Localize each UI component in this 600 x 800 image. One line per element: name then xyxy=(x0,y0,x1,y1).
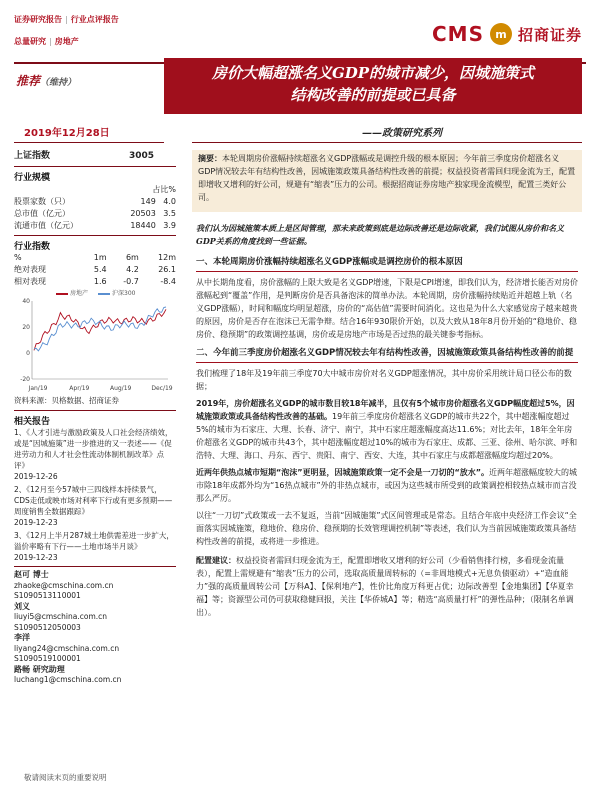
related-item-date: 2019-12-26 xyxy=(14,472,58,481)
header-row1: 证券研究报告 | 行业点评报告 xyxy=(14,15,119,24)
related-item[interactable] xyxy=(14,427,176,482)
legend-item-hs300 xyxy=(98,288,135,297)
analyst-id: S1090519100001 xyxy=(14,654,81,663)
analyst-name: 赵可 博士 xyxy=(14,570,49,579)
footer-note: 敬请阅读末页的重要说明 xyxy=(24,773,107,782)
row-label: 总市值（亿元） xyxy=(14,209,70,218)
y-tick-label: 0 xyxy=(26,350,30,357)
header-tag-real-estate: 房地产 xyxy=(54,37,79,46)
row-value: 18440 xyxy=(130,221,156,230)
y-tick-label: -20 xyxy=(20,376,30,383)
row-value: 1.6 xyxy=(93,277,107,286)
title-line1: 房价大幅超涨名义GDP的城市减少，因城施策式 xyxy=(211,64,535,82)
related-item-date: 2019-12-23 xyxy=(14,553,58,562)
lead-paragraph: 我们认为因城施策本质上是区间管理，那未来政策到底是边际改善还是边际收紧，我们试图从房价和名义GDP关系的角度找到一些证据。 xyxy=(196,223,564,246)
pct-header: 占比% xyxy=(152,185,176,194)
y-tick-label: 20 xyxy=(22,324,30,331)
analyst-entry xyxy=(14,570,176,602)
section-4-text: 以往“一刀切”式政策或一去不复返，当前“因城施策”式区间管理或是常态。且结合年底中央经济工作会议“全面落实因城施策，稳地价、稳房价、稳预期的长效管理调控机制”等表述，我们认为当前因城施策政策具备结构性改善的前提，或将进一步推进。 xyxy=(196,511,577,546)
logo-cn-text: 招商证券 xyxy=(517,25,582,44)
related-item-text: 1、《人才引进与激励政策及人口社会经济绩效，或是“因城施策”进一步推进的又一表述——《促进劳动力和人才社会性流动体制机制改革》点评》 xyxy=(14,428,173,470)
main-body xyxy=(196,222,578,619)
analyst-email[interactable]: zhaoke@cmschina.com.cn xyxy=(14,580,114,590)
row-label: 流通市值（亿元） xyxy=(14,221,78,230)
related-reports xyxy=(14,427,176,563)
perf-table xyxy=(14,252,176,288)
series-label: ——政策研究系列 xyxy=(362,128,442,139)
y-tick-label: 40 xyxy=(22,298,30,305)
related-item[interactable] xyxy=(14,484,176,528)
index-value: 3005 xyxy=(128,151,154,161)
row-pct: 3.9 xyxy=(163,221,176,230)
row-value: 4.2 xyxy=(126,265,139,274)
divider xyxy=(14,235,176,236)
analyst-email[interactable]: liuyi5@cmschina.com.cn xyxy=(14,612,108,621)
analyst-entry xyxy=(14,665,176,686)
section-2-title: 二、今年前三季度房价超涨名义GDP情况较去年有结构性改善，因城施策政策具备结构性改善的前提 xyxy=(196,348,574,358)
perf-header: 1m xyxy=(93,253,107,262)
performance-chart-svg xyxy=(14,297,174,393)
x-tick-label: Aug/19 xyxy=(109,385,132,392)
x-tick-label: Dec/19 xyxy=(151,385,173,392)
row-value: 20503 xyxy=(130,209,156,218)
related-item-date: 2019-12-23 xyxy=(14,518,58,527)
section-1-text: 从中长期角度看，房价涨幅的上限大致是名义GDP增速，下限是CPI增速，即我们认为，经济增长能否对房价涨幅起到“覆盖”作用，是判断房价是否具备泡沫的简单办法。本轮周期，房价涨幅持续贴近并超越上轨（名义GDP涨幅），时间和幅度均明显超涨，房价的“高估值”需要时间消化。这也是为什么大家感觉房子越来越贵的原因，房价是否存在泡沫已无需争辩。结合16年930限价开始，以及大致从18年8月份开始的“稳地价、稳房价、稳预期”的政策调控基调，房价或是房地产市场是否过热的最关键参考指标。 xyxy=(196,278,578,339)
header-row2: 总量研究 | 房地产 xyxy=(14,37,79,46)
header-tag-industry-review: 行业点评报告 xyxy=(70,15,119,24)
perf-header: 6m xyxy=(125,253,139,262)
row-value: 26.1 xyxy=(158,265,176,274)
table-row xyxy=(14,208,176,220)
divider xyxy=(14,166,176,167)
logo-badge-icon: m xyxy=(490,23,512,45)
section-2-text: 我们梳理了18年及19年前三季度70大中城市房价对名义GDP超涨情况，其中房价采用统计局口径公布的数据； xyxy=(196,369,572,391)
recommendation-text: 权益投资者需回归现金流为王，配置即增收又增利的好公司（少看销售排行榜，多看现金流量表），配置上需规避有“缩表”压力的公司，选取高质量周转标的（=非周地模式+无息负债驱动）+“造血能力”强的高质量周转公司【万科A】、【保利地产】，性价比角度万科更占优；边际改善型【金地集团】【华夏幸福】等；资源型公司仍可获取稳健回报，关注【华侨城A】等；精选“高质量打杆”的弹性品种；（限制名单调出）。 xyxy=(196,556,574,617)
section-3-text: 近两年超涨幅度较大的城市除18年成都外均为“16热点城市”外的非热点城市，或因为这些城市所受到的政策调控相较热点城市而言没那么严厉。 xyxy=(196,468,578,503)
divider xyxy=(14,566,176,567)
related-item-text: 3、《12月上半月287城土地供需差进一步扩大，溢价率略有下行——土地市场半月谈》 xyxy=(14,531,174,551)
series-line-1 xyxy=(34,307,166,351)
perf-header: 12m xyxy=(158,253,176,262)
analyst-entry xyxy=(14,602,176,634)
sidebar xyxy=(14,150,176,686)
abstract-label: 摘要： xyxy=(198,154,222,163)
series-line-0 xyxy=(34,309,166,350)
table-row xyxy=(14,220,176,232)
row-value: 5.4 xyxy=(93,265,107,274)
basic-table xyxy=(14,196,176,232)
basic-title: 行业规模 xyxy=(14,173,51,183)
section-3-bold: 近两年供热点城市短期“泡沫”更明显，因城施策政策一定不会是一刀切的“放水”。 xyxy=(196,468,490,477)
analyst-name: 李洋 xyxy=(14,633,30,642)
section-1-title: 一、本轮周期房价涨幅持续超涨名义GDP涨幅或是调控房价的根本原因 xyxy=(196,257,463,267)
row-label: 相对表现 xyxy=(14,277,46,286)
index-label: 上证指数 xyxy=(14,151,51,161)
related-item-text: 2、《12月至今57城中三四线样本持续景气，CDS走低或映市场对利率下行或有更多预期——周度销售全数据跟踪》 xyxy=(14,485,173,516)
row-value: -0.7 xyxy=(123,277,139,286)
divider xyxy=(14,410,176,411)
x-tick-label: Apr/19 xyxy=(69,385,90,392)
legend-item-realestate xyxy=(56,288,88,297)
abstract xyxy=(198,152,576,204)
pct-header-row xyxy=(14,183,176,196)
performance-chart xyxy=(14,297,174,393)
row-pct: 3.5 xyxy=(163,209,176,218)
abstract-body: 本轮周期房价涨幅持续超涨名义GDP涨幅或是调控升级的根本原因；今年前三季度房价超涨名义GDP情况较去年有结构性改善，因城施策政策具备结构性改善的前提；权益投资者需回归现金流为王，配置即增收又增利的好公司，规避有“缩表”压力的公司。根据招商证券房地产独家现金流模型，配置三类好公司。 xyxy=(198,154,576,202)
logo-cms-text: CMS xyxy=(432,22,484,46)
section-2-bold: 2019年，房价超涨名义GDP的城市数目较18年减半，且仅有5个城市房价超涨名义GDP幅度超过5%，因城施策政策或具备结构性改善的基础。 xyxy=(196,399,575,421)
table-row xyxy=(14,276,176,288)
analyst-email[interactable]: luchang1@cmschina.com.cn xyxy=(14,675,122,684)
rating-sub: （维持） xyxy=(40,78,77,88)
row-label: 股票家数（只） xyxy=(14,197,70,206)
perf-title: 行业指数 xyxy=(14,242,51,252)
related-title: 相关报告 xyxy=(14,417,51,427)
analyst-id: S1090513110001 xyxy=(14,591,81,600)
sidebar-top-rule xyxy=(14,142,164,143)
perf-header: % xyxy=(14,253,22,262)
analyst-name: 路畅 研究助理 xyxy=(14,664,65,674)
recommendation-label: 配置建议： xyxy=(196,556,236,565)
report-title xyxy=(170,62,576,106)
analyst-id: S1090512050003 xyxy=(14,622,81,632)
legend-label: 沪深300 xyxy=(112,290,136,297)
title-line2: 结构改善的前提或已具备 xyxy=(290,86,456,104)
section-2-cont: 19年前三季度房价超涨名义GDP的城市共22个，其中超涨幅度超过5%的城市为石家庄、大理、长春、济宁、南宁，其中石家庄超涨幅度高达11.6%；对比去年，18年全年房价超涨名义GDP的城市共43个，其中超涨幅度超过10%的城市为石家庄、成都、三亚、徐州、哈尔滨、呼和浩特、大理、海口、丹东、西宁、贵阳、南宁、西安、大连，其中石家庄与成都超涨幅度均超过20%。 xyxy=(196,412,578,460)
related-item[interactable] xyxy=(14,530,176,563)
report-date: 2019年12月28日 xyxy=(24,128,110,139)
table-header-row xyxy=(14,252,176,264)
analyst-name: 刘义 xyxy=(14,601,30,611)
analyst-email[interactable]: liyang24@cmschina.com.cn xyxy=(14,643,120,653)
main-top-rule xyxy=(192,142,582,143)
chart-source: 资料来源：贝格数据、招商证券 xyxy=(14,396,119,405)
header-tag-securities-report: 证券研究报告 xyxy=(14,15,62,24)
header-tag-macro-research: 总量研究 xyxy=(14,37,46,46)
rating xyxy=(16,72,76,89)
row-value: 149 xyxy=(140,197,156,206)
table-row xyxy=(14,196,176,208)
x-tick-label: Jan/19 xyxy=(28,385,48,392)
legend-label: 房地产 xyxy=(70,290,89,297)
cms-logo xyxy=(432,22,582,46)
index-row xyxy=(14,150,176,163)
analyst-entry xyxy=(14,633,176,665)
row-value: -8.4 xyxy=(160,277,176,286)
row-label: 绝对表现 xyxy=(14,265,46,274)
chart-legend xyxy=(56,288,176,297)
table-row xyxy=(14,264,176,276)
rating-label: 推荐 xyxy=(16,74,41,88)
analyst-list xyxy=(14,570,176,686)
row-pct: 4.0 xyxy=(163,197,176,206)
